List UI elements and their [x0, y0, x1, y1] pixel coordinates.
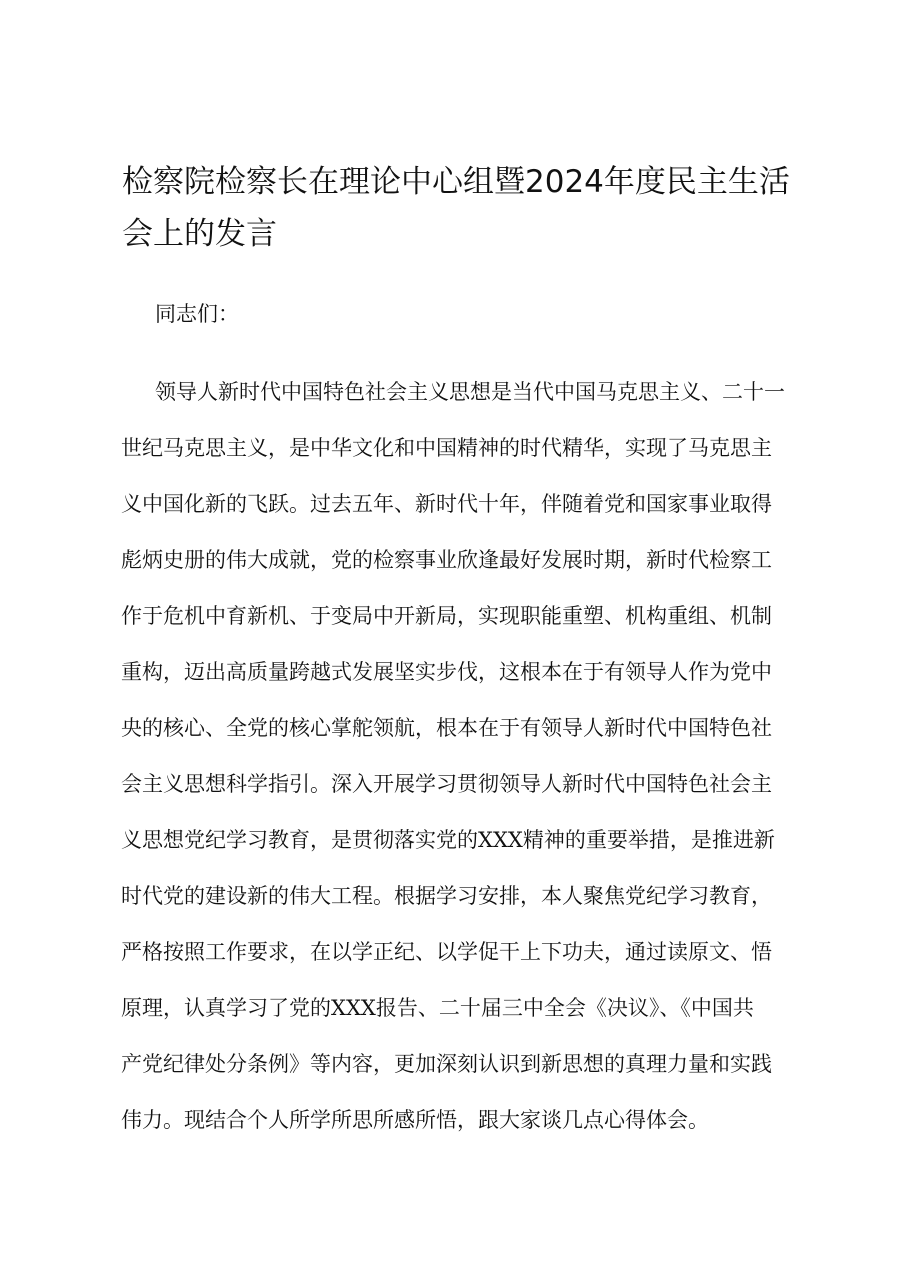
paragraph-line: 重构，迈出高质量跨越式发展坚实步伐，这根本在于有领导人作为党中 [121, 660, 772, 684]
greeting: 同志们： [155, 302, 239, 326]
paragraph-line: 会主义思想科学指引。深入开展学习贯彻领导人新时代中国特色社会主 [121, 772, 772, 796]
title-line-2: 会上的发言 [122, 216, 277, 252]
paragraph-line: 伟力。现结合个人所学所思所感所悟，跟大家谈几点心得体会。 [121, 1108, 709, 1132]
paragraph-line: 领导人新时代中国特色社会主义思想是当代中国马克思主义、二十一 [155, 380, 785, 404]
body-paragraph [0, 364, 909, 1148]
paragraph-line: 央的核心、全党的核心掌舵领航，根本在于有领导人新时代中国特色社 [121, 716, 772, 740]
paragraph-line: 产党纪律处分条例》等内容，更加深刻认识到新思想的真理力量和实践 [121, 1052, 772, 1076]
paragraph-line: 彪炳史册的伟大成就，党的检察事业欣逢最好发展时期，新时代检察工 [121, 548, 772, 572]
paragraph-line: 世纪马克思主义，是中华文化和中国精神的时代精华，实现了马克思主 [121, 436, 772, 460]
paragraph-line: 时代党的建设新的伟大工程。根据学习安排，本人聚焦党纪学习教育， [121, 884, 772, 908]
paragraph-line: 义思想党纪学习教育，是贯彻落实党的XXX精神的重要举措，是推进新 [121, 828, 775, 852]
paragraph-line: 严格按照工作要求，在以学正纪、以学促干上下功夫，通过读原文、悟 [121, 940, 772, 964]
document-title [122, 156, 797, 260]
title-line-1: 检察院检察长在理论中心组暨2024年度民主生活 [122, 164, 790, 200]
paragraph-line: 原理，认真学习了党的XXX报告、二十届三中全会《决议》、《中国共 [121, 996, 754, 1020]
paragraph-line: 作于危机中育新机、于变局中开新局，实现职能重塑、机构重组、机制 [121, 604, 772, 628]
paragraph-line: 义中国化新的飞跃。过去五年、新时代十年，伴随着党和国家事业取得 [121, 492, 772, 516]
